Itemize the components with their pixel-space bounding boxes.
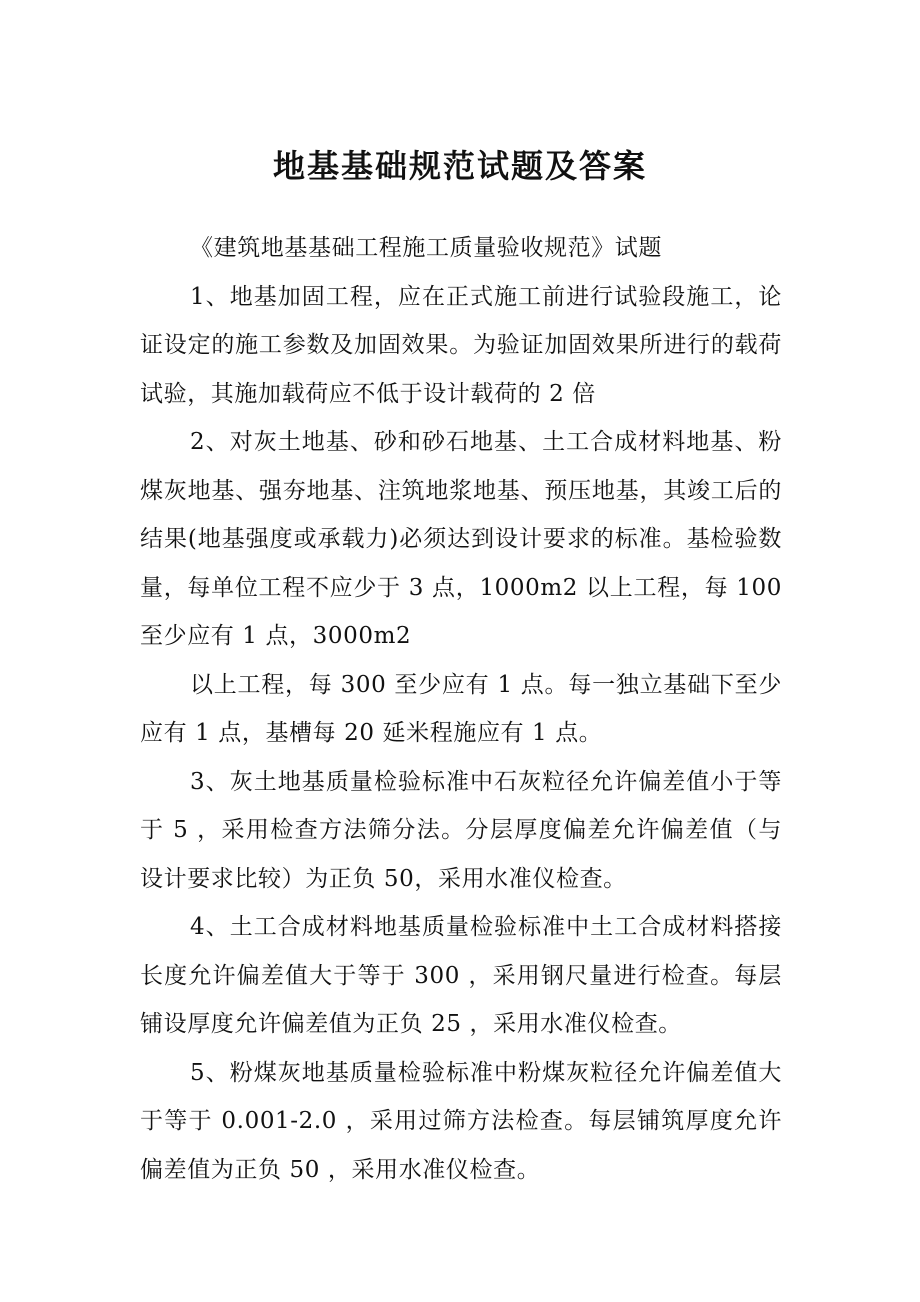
document-body [140,224,782,1194]
document-subtitle: 《建筑地基基础工程施工质量验收规范》试题 [190,235,662,261]
paragraph-2: 2、对灰土地基、砂和砂石地基、土工合成材料地基、粉煤灰地基、强夯地基、注筑地浆地基、预压地基，其竣工后的结果(地基强度或承载力)必须达到设计要求的标准。基检验数量，每单位工程不应少于 3 点，1000m2 以上工程，每 100 至少应有 1 点，3000m2 [140,429,782,649]
paragraph-3: 以上工程，每 300 至少应有 1 点。每一独立基础下至少应有 1 点，基槽每 20 延米程施应有 1 点。 [140,671,782,746]
paragraph-6: 5、粉煤灰地基质量检验标准中粉煤灰粒径允许偏差值大于等于 0.001-2.0 ，采用过筛方法检查。每层铺筑厚度允许偏差值为正负 50 ，采用水准仪检查。 [140,1059,782,1183]
page-title: 地基基础规范试题及答案 [272,147,647,185]
paragraph-5: 4、土工合成材料地基质量检验标准中土工合成材料搭接长度允许偏差值大于等于 300 ，采用钢尺量进行检查。每层铺设厚度允许偏差值为正负 25 ，采用水准仪检查。 [140,914,782,1037]
paragraph-1: 1、地基加固工程，应在正式施工前进行试验段施工，论证设定的施工参数及加固效果。为验证加固效果所进行的载荷试验，其施加载荷应不低于设计载荷的 2 倍 [140,283,782,407]
paragraph-4: 3、灰土地基质量检验标准中石灰粒径允许偏差值小于等于 5 ，采用检查方法筛分法。分层厚度偏差允许偏差值（与设计要求比较）为正负 50，采用水准仪检查。 [140,768,782,892]
